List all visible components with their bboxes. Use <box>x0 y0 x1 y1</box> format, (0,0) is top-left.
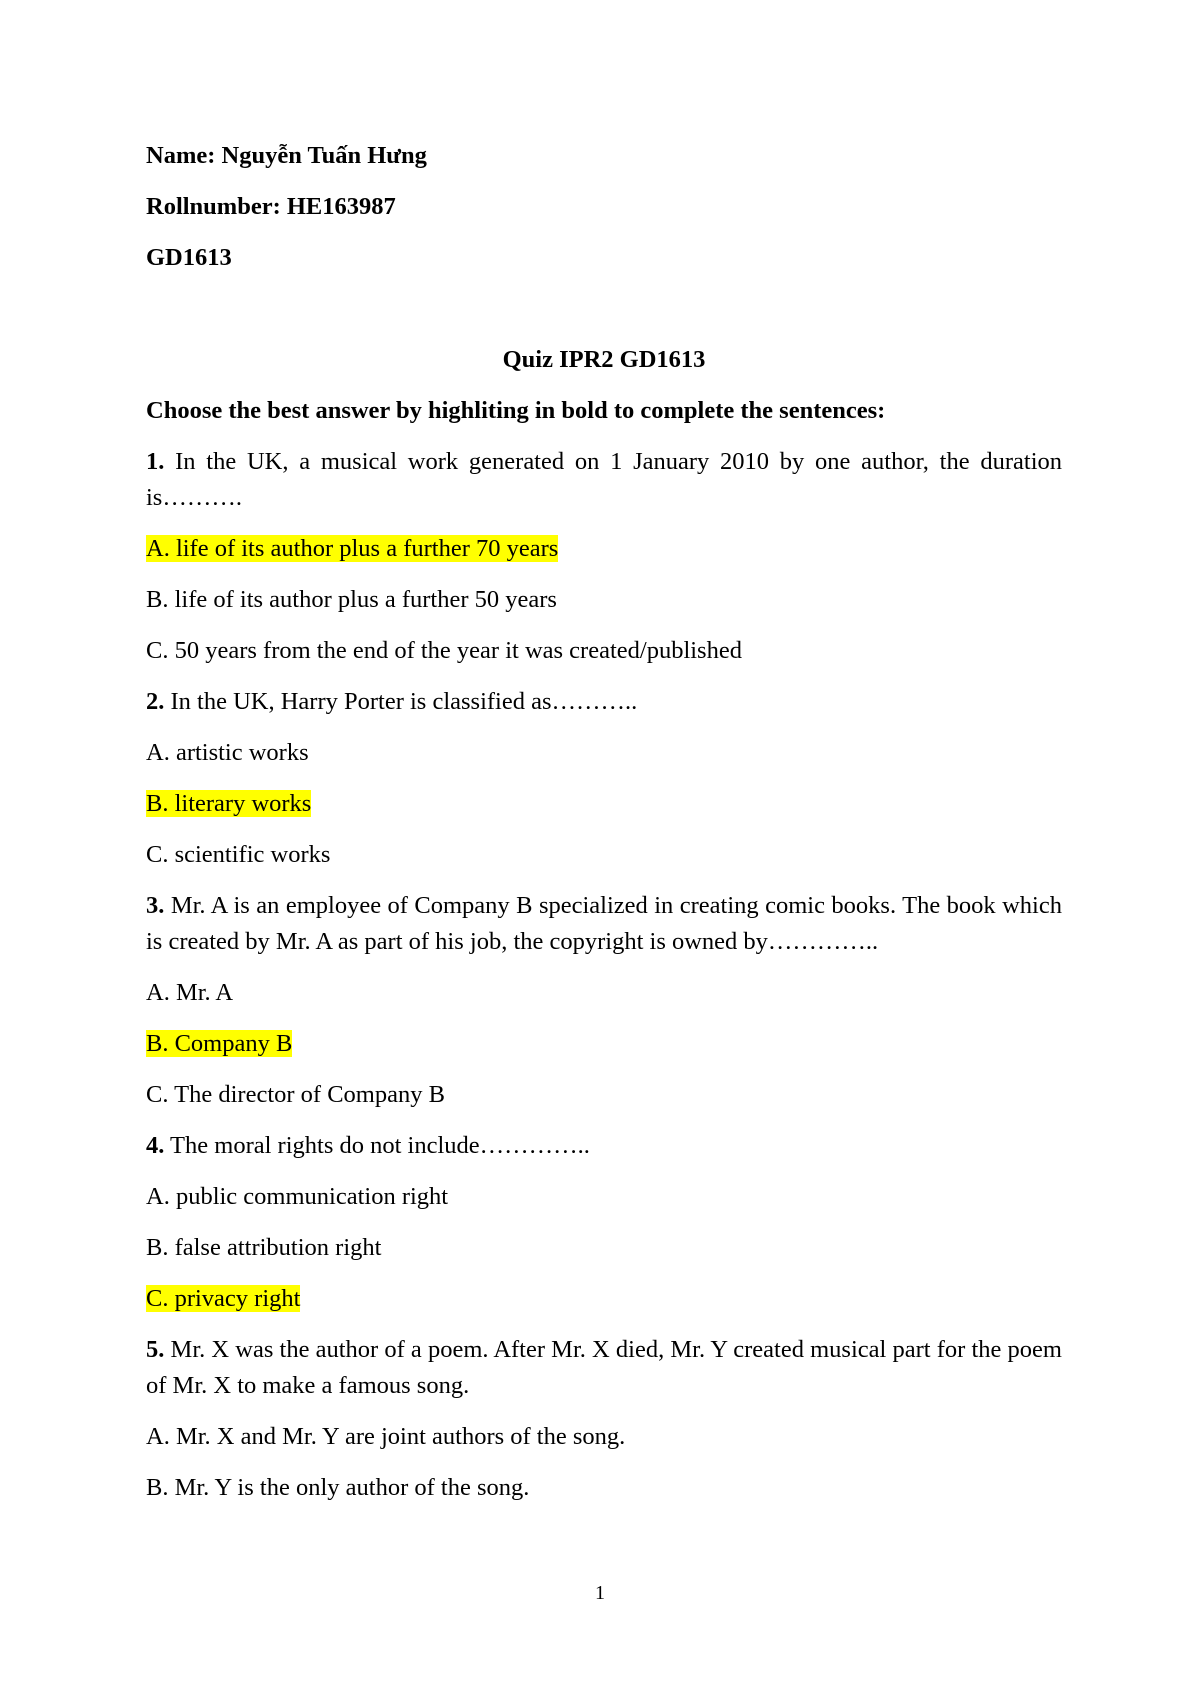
option-1a <box>146 531 1062 567</box>
option-4c <box>146 1281 1062 1317</box>
question-number: 5. <box>146 1336 165 1363</box>
option-label: C. The director of Company B <box>146 1081 445 1108</box>
question-text: The moral rights do not include………….. <box>164 1132 590 1159</box>
option-label: C. privacy right <box>146 1285 301 1312</box>
option-3a <box>146 975 1062 1011</box>
option-2c <box>146 837 1062 873</box>
question-3 <box>146 888 1062 960</box>
option-label: A. Mr. A <box>146 979 234 1006</box>
question-number: 1. <box>146 448 165 475</box>
option-label: A. life of its author plus a further 70 years <box>146 535 559 562</box>
option-label: B. Company B <box>146 1030 293 1057</box>
question-text: Mr. X was the author of a poem. After Mr. X died, Mr. Y created musical part for the poem of Mr. X to make a famous song. <box>146 1336 1062 1399</box>
option-5a <box>146 1419 1062 1455</box>
roll-number: Rollnumber: HE163987 <box>146 193 396 220</box>
option-label: C. scientific works <box>146 841 331 868</box>
option-4b <box>146 1230 1062 1266</box>
question-text: In the UK, a musical work generated on 1 January 2010 by one author, the duration is………. <box>146 448 1062 511</box>
option-2b <box>146 786 1062 822</box>
option-label: A. public communication right <box>146 1183 449 1210</box>
instruction: Choose the best answer by highliting in bold to complete the sentences: <box>146 397 886 424</box>
question-1 <box>146 444 1062 516</box>
question-number: 2. <box>146 688 165 715</box>
option-1b <box>146 582 1062 618</box>
option-1c <box>146 633 1062 669</box>
option-label: B. false attribution right <box>146 1234 382 1261</box>
quiz-title: Quiz IPR2 GD1613 <box>502 346 706 373</box>
student-name: Name: Nguyễn Tuấn Hưng <box>146 142 427 169</box>
question-text: In the UK, Harry Porter is classified as……….. <box>164 688 638 715</box>
option-label: B. Mr. Y is the only author of the song. <box>146 1474 530 1501</box>
option-5b <box>146 1470 1062 1506</box>
question-2 <box>146 684 1062 720</box>
option-3c <box>146 1077 1062 1113</box>
question-number: 3. <box>146 892 165 919</box>
page-number: 1 <box>595 1582 605 1604</box>
option-4a <box>146 1179 1062 1215</box>
option-3b <box>146 1026 1062 1062</box>
option-label: A. artistic works <box>146 739 309 766</box>
question-number: 4. <box>146 1132 165 1159</box>
class-code: GD1613 <box>146 244 232 271</box>
option-label: C. 50 years from the end of the year it was created/published <box>146 637 742 664</box>
question-5 <box>146 1332 1062 1404</box>
option-label: B. life of its author plus a further 50 years <box>146 586 557 613</box>
option-label: A. Mr. X and Mr. Y are joint authors of the song. <box>146 1423 626 1450</box>
document-page <box>146 138 1062 1521</box>
option-label: B. literary works <box>146 790 312 817</box>
option-2a <box>146 735 1062 771</box>
question-4 <box>146 1128 1062 1164</box>
question-text: Mr. A is an employee of Company B specialized in creating comic books. The book which is created by Mr. A as part of his job, the copyright is owned by………….. <box>146 892 1062 955</box>
